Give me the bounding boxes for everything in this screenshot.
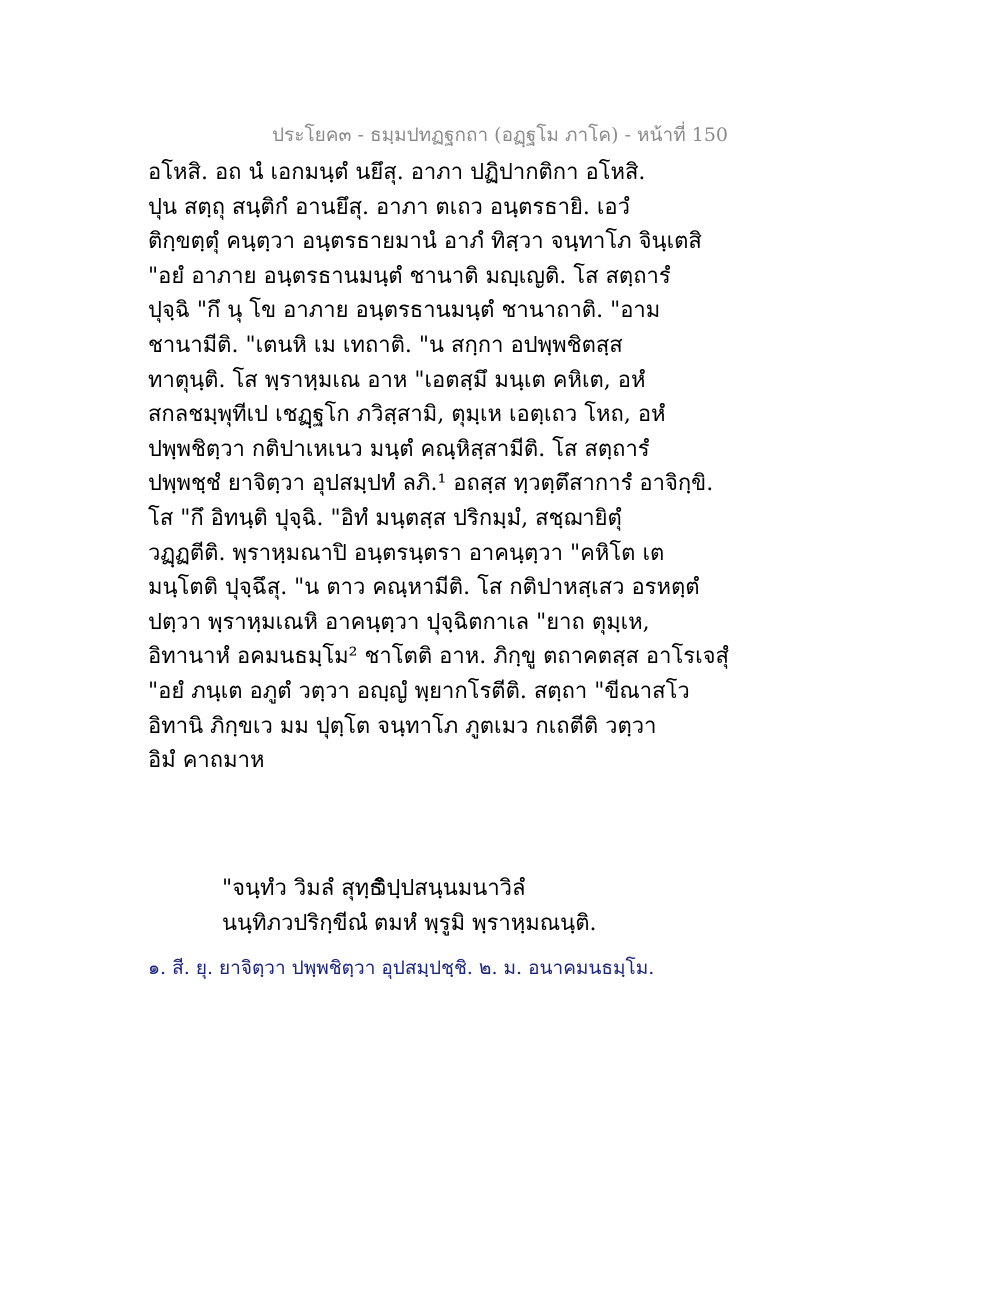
text-line: มนฺโตติ ปุจฺฉึสุ. "น ตาว คณฺหามีติ. โส กติปาหสฺเสว อรหตฺตํ — [148, 575, 700, 601]
running-head — [0, 122, 1000, 148]
text-line: ติกฺขตฺตุํ คนฺตฺวา อนฺตรธายมานํ อาภํ ทิสฺวา จนฺทาโภ จินฺเตสิ — [148, 229, 702, 255]
verse-second-half: วิปฺปสนฺนมนาวิลํ — [374, 876, 526, 901]
text-line: "อยํ ภนฺเต อภูตํ วตฺวา อญฺญํ พฺยากโรตีติ. สตฺถา "ขีณาสโว — [148, 678, 690, 704]
text-line: อิทานาหํ อคมนธมฺโม² ชาโตติ อาห. ภิกฺขู ตถาคตสฺส อาโรเจสุํ — [148, 644, 729, 670]
body-text — [148, 156, 868, 779]
text-line: ปุน สตฺถุ สนฺติกํ อานยึสุ. อาภา ตเถว อนฺตรธายิ. เอวํ — [148, 194, 630, 220]
verse-first-half: นนฺทิภวปริกฺขีณํ — [222, 910, 368, 936]
verse-first-half: "จนฺทํว วิมลํ สุทฺธํ — [222, 876, 383, 901]
text-line: ชานามีติ. "เตนหิ เม เทถาติ. "น สกฺกา อปพฺพชิตสฺส — [148, 332, 623, 358]
verse-line — [222, 872, 822, 907]
verse-second-half: ตมหํ พฺรูมิ พฺราหฺมณนฺติ. — [374, 910, 597, 936]
text-line: โส "กึ อิทนฺติ ปุจฺฉิ. "อิทํ มนฺตสฺส ปริกมฺมํ, สชฺฌายิตุํ — [148, 505, 622, 531]
text-line: อิทานิ ภิกฺขเว มม ปุตฺโต จนฺทาโภ ภูตเมว กเถตีติ วตฺวา — [148, 713, 657, 739]
text-line: "อยํ อาภาย อนฺตรธานมนฺตํ ชานาติ มญฺเญติ. โส สตฺถารํ — [148, 263, 671, 289]
text-line: สกลชมฺพุทีเป เชฏฺฐโก ภวิสฺสามิ, ตุมฺเห เอตฺเถว โหถ, อหํ — [148, 402, 666, 428]
text-line: อโหสิ. อถ นํ เอกมนฺตํ นยึสุ. อาภา ปฏิปากติกา อโหสิ. — [148, 160, 646, 185]
text-line: ปพฺพชิตฺวา กติปาเหเนว มนฺตํ คณฺหิสฺสามีติ. โส สตฺถารํ — [148, 436, 650, 462]
running-head-text: ประโยค๓ - ธมฺมปทฏฐกถา (อฏฺฐโม ภาโค) - หน้าที่ 150 — [271, 124, 729, 146]
verse-block — [222, 872, 822, 941]
text-line: วฏฺฏตีติ. พฺราหฺมณาปิ อนฺตรนฺตรา อาคนฺตฺวา "คหิโต เต — [148, 540, 665, 566]
text-line: ปพฺพชฺชํ ยาจิตฺวา อุปสมฺปทํ ลภิ.¹ อถสฺส ทฺวตฺตึสาการํ อาจิกฺขิ. — [148, 471, 714, 497]
footnote: ๑. สี. ยุ. ยาจิตฺวา ปพฺพชิตฺวา อุปสมฺปชฺชิ. ๒. ม. อนาคมนธมฺโม. — [148, 957, 655, 979]
text-line: ปตฺวา พฺราหฺมเณหิ อาคนฺตฺวา ปุจฺฉิตกาเล "ยาถ ตุมฺเห, — [148, 609, 650, 635]
text-line: ปุจฺฉิ "กึ นุ โข อาภาย อนฺตรธานมนฺตํ ชานาถาติ. "อาม — [148, 298, 661, 324]
text-line: ทาตุนฺติ. โส พฺราหฺมเณ อาห "เอตสฺมึ มนฺเต คหิเต, อหํ — [148, 367, 646, 393]
text-line: อิมํ คาถมาห — [148, 748, 265, 774]
verse-line — [222, 907, 822, 942]
